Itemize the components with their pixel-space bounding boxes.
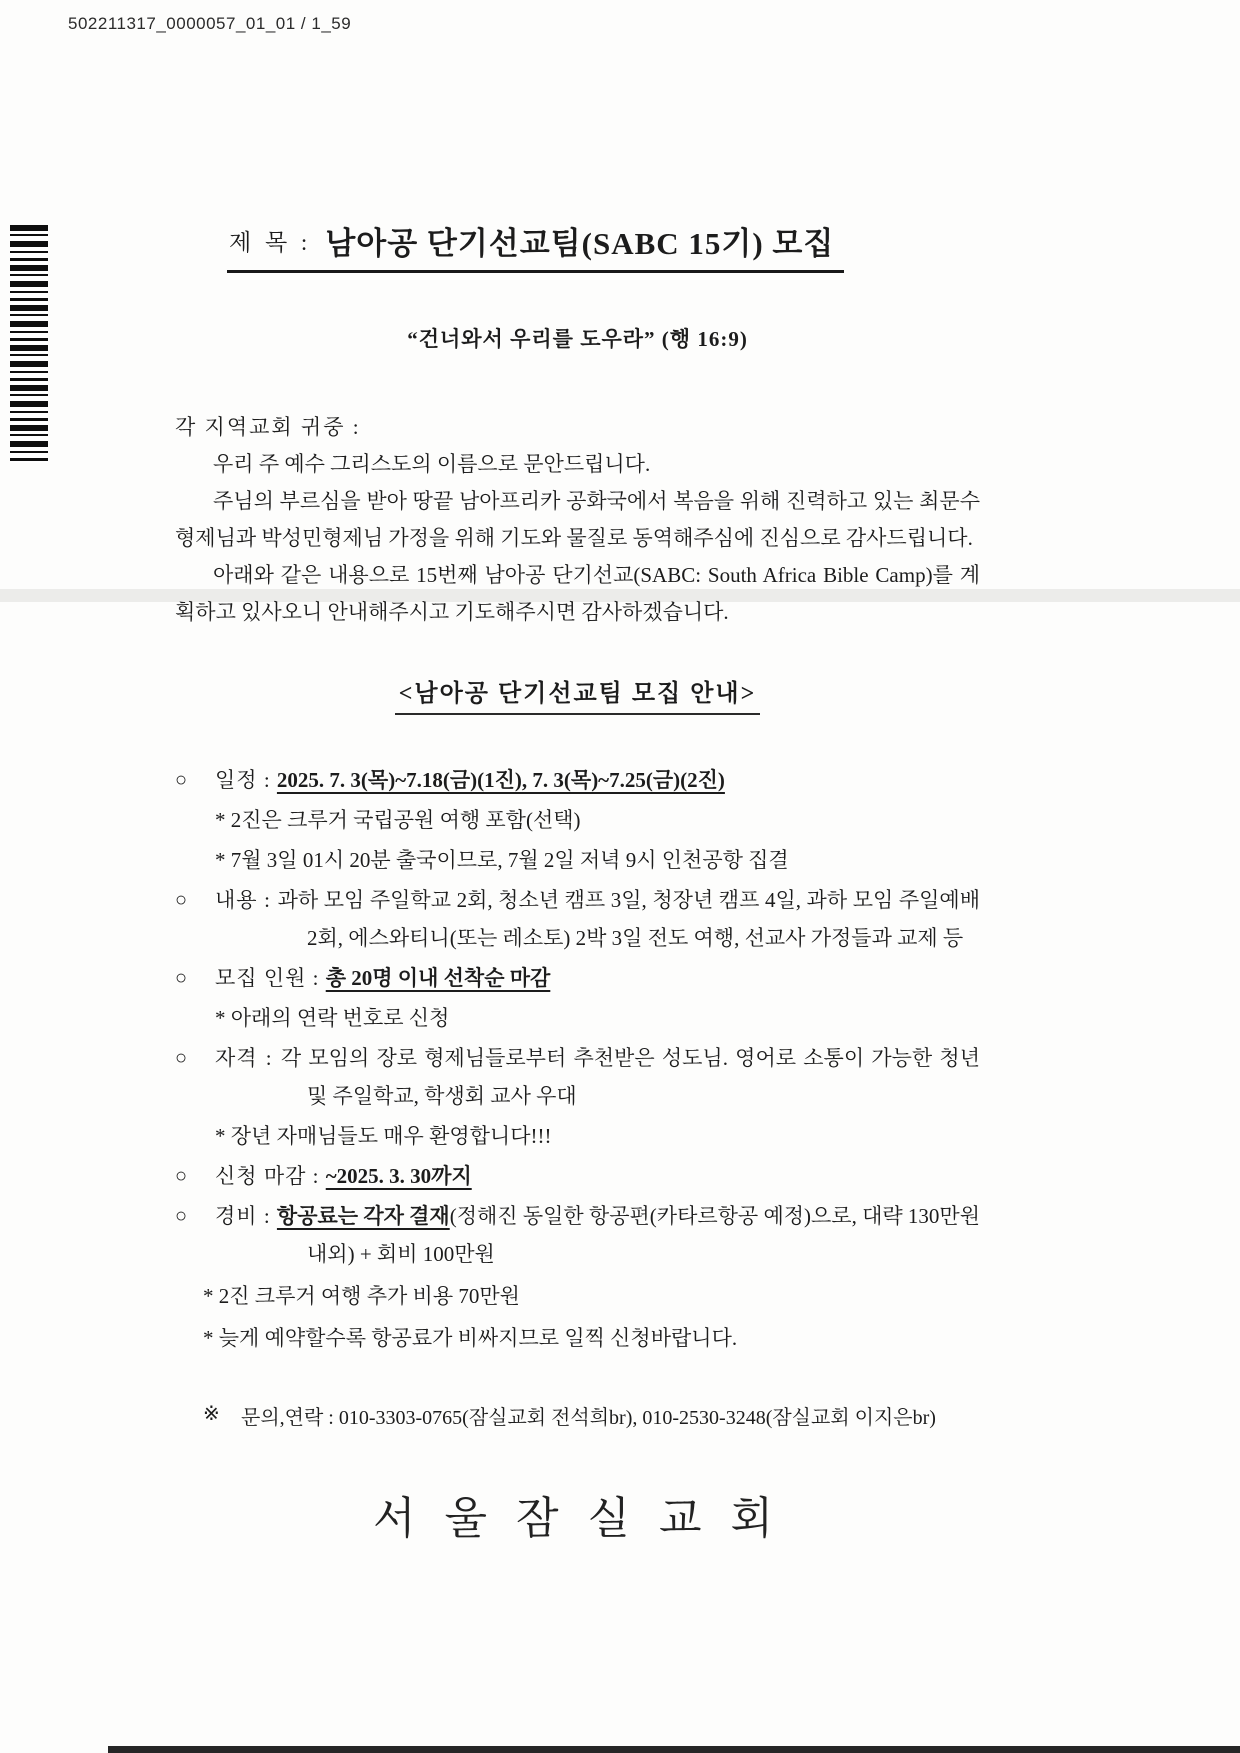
section-heading — [175, 673, 980, 715]
greeting-paragraph: 주님의 부르심을 받아 땅끝 남아프리카 공화국에서 복음을 위해 진력하고 있는 최문수형제님과 박성민형제님 가정을 위해 기도와 물질로 동역해주심에 진심으로 감사드립니다. — [175, 489, 980, 550]
item-content — [215, 881, 980, 957]
item-value-strong: 총 20명 이내 선착순 마감 — [325, 966, 551, 990]
item-label: 자격 : — [215, 1046, 281, 1070]
item-note: * 7월 3일 01시 20분 출국이므로, 7월 2일 저녁 9시 인천공항 집결 — [215, 848, 789, 872]
item-label: 내용 : — [215, 888, 278, 912]
circle-bullet: ○ — [175, 967, 188, 989]
item-value-strong: 항공료는 각자 결재 — [276, 1204, 450, 1228]
scan-edge-line — [108, 1746, 1240, 1753]
circle-bullet: ○ — [175, 1205, 188, 1227]
list-item — [175, 761, 980, 799]
page-title-underline — [227, 218, 844, 273]
salutation: 각 지역교회 귀중 : — [175, 415, 361, 439]
circle-bullet: ○ — [175, 1165, 188, 1187]
contact-line — [203, 1401, 980, 1430]
item-content — [215, 1197, 980, 1273]
item-value: (정해진 동일한 항공편(카타르항공 예정)으로, 대략 130만원 내외) + 회비 100만원 — [307, 1204, 980, 1266]
item-label: 신청 마감 : — [215, 1164, 326, 1188]
item-value-strong: 2025. 7. 3(목)~7.18(금)(1진), 7. 3(목)~7.25(금)(2진) — [276, 768, 725, 792]
scan-id-text: 502211317_0000057_01_01 / 1_59 — [68, 14, 352, 33]
circle-bullet: ○ — [175, 889, 188, 911]
item-note: * 2진은 크루거 국립공원 여행 포함(선택) — [215, 808, 581, 832]
item-content — [215, 761, 980, 799]
item-content — [215, 959, 980, 997]
item-note: * 늦게 예약할수록 항공료가 비싸지므로 일찍 신청바랍니다. — [203, 1326, 738, 1350]
circle-bullet: ○ — [175, 1047, 188, 1069]
item-content — [215, 1157, 980, 1195]
page-title: 남아공 단기선교팀(SABC 15기) 모집 — [325, 226, 835, 261]
item-value-strong: ~2025. 3. 30까지 — [325, 1164, 472, 1188]
contact-text: 문의,연락 : 010-3303-0765(잠실교회 전석희br), 010-2530-3248(잠실교회 이지은br) — [241, 1407, 936, 1429]
item-note: * 장년 자매님들도 매우 환영합니다!!! — [215, 1124, 552, 1148]
section-heading-text: <남아공 단기선교팀 모집 안내> — [395, 673, 761, 715]
list-item — [175, 959, 980, 997]
list-item — [175, 1157, 980, 1195]
item-value: 각 모임의 장로 형제님들로부터 추천받은 성도님. 영어로 소통이 가능한 청년 및 주일학교, 학생회 교사 우대 — [280, 1046, 980, 1108]
greeting-line: 우리 주 예수 그리스도의 이름으로 문안드립니다. — [213, 452, 651, 476]
church-name: 서 울 잠 실 교 회 — [372, 1494, 783, 1543]
list-item — [175, 881, 980, 957]
greeting-section — [175, 409, 980, 631]
greeting-paragraph: 아래와 같은 내용으로 15번째 남아공 단기선교(SABC: South Africa Bible Camp)를 계획하고 있사오니 안내해주시고 기도해주시면 감사하겠습니다. — [175, 563, 980, 624]
scripture-verse: “건너와서 우리를 도우라” (행 16:9) — [407, 327, 748, 351]
reference-mark: ※ — [203, 1403, 220, 1425]
item-value: 과하 모임 주일학교 2회, 청소년 캠프 3일, 청장년 캠프 4일, 과하 모임 주일예배 2회, 에스와티니(또는 레소토) 2박 3일 전도 여행, 선교사 가정들과 교제 등 — [277, 888, 980, 950]
item-label: 일정 : — [215, 768, 277, 792]
notice-list — [175, 761, 980, 1357]
item-note: * 아래의 연락 번호로 신청 — [215, 1006, 450, 1030]
item-content — [215, 1039, 980, 1115]
barcode — [10, 225, 48, 463]
item-note: * 2진 크루거 여행 추가 비용 70만원 — [203, 1284, 520, 1308]
document-body — [175, 218, 980, 1546]
list-item — [175, 1197, 980, 1273]
list-item — [175, 1039, 980, 1115]
title-row — [227, 218, 980, 273]
page-title-prefix: 제 목 : — [229, 230, 312, 255]
item-label: 경비 : — [215, 1204, 277, 1228]
circle-bullet: ○ — [175, 769, 188, 791]
item-label: 모집 인원 : — [215, 966, 326, 990]
